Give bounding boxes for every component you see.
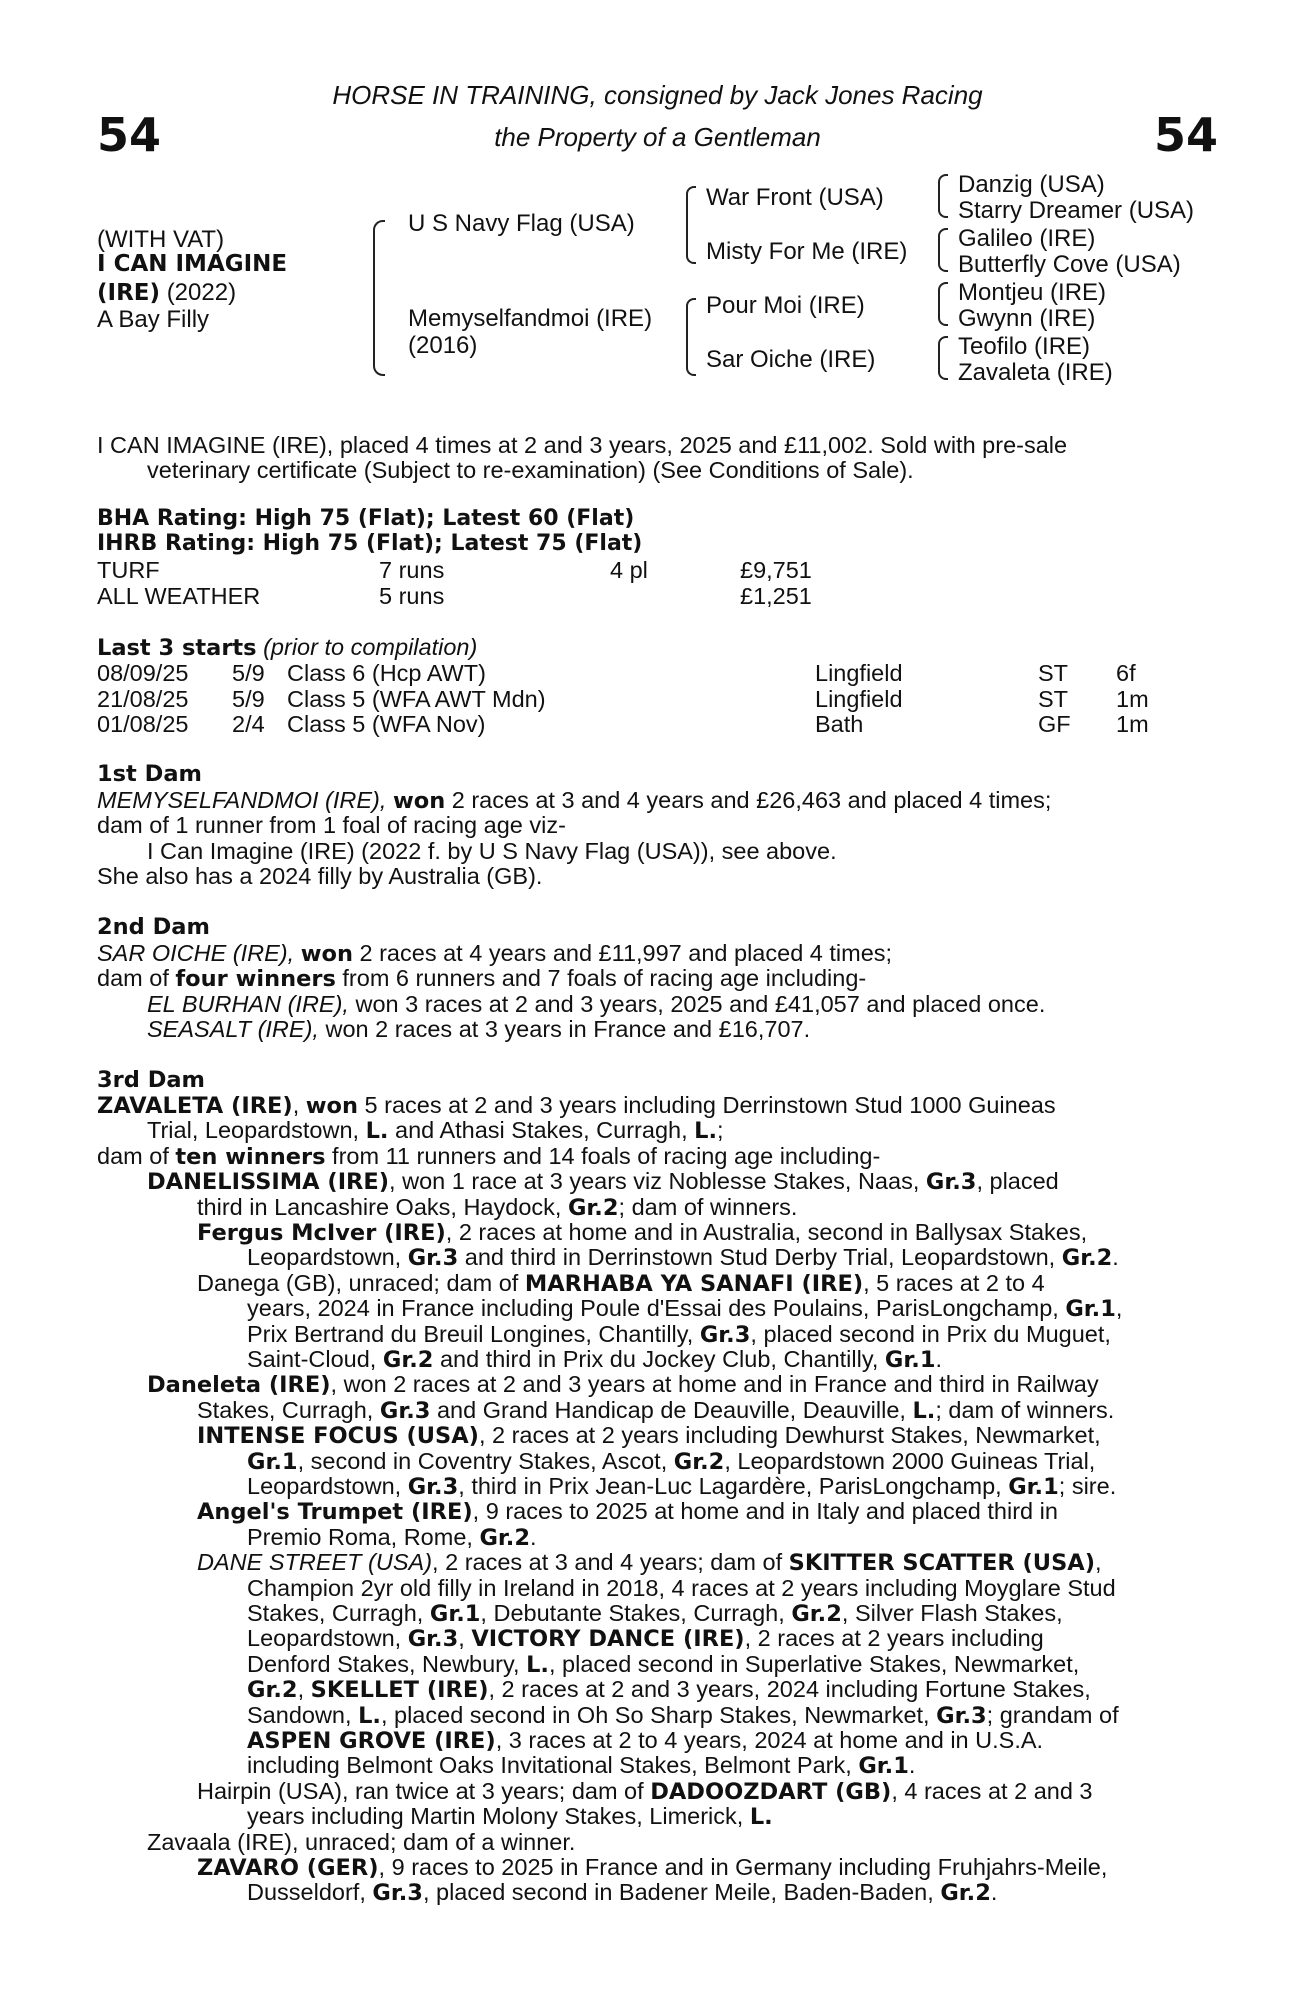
third-dam-line: Angel's Trumpet (IRE), 9 races to 2025 at home and in Italy and placed third in (197, 1498, 1058, 1526)
third-dam-line: Danega (GB), unraced; dam of MARHABA YA SANAFI (IRE), 5 races at 2 to 4 (197, 1269, 1045, 1297)
ancestor-4: Butterfly Cove (USA) (958, 251, 1181, 278)
third-dam-line: Sandown, L., placed second in Oh So Sharp Stakes, Newmarket, Gr.3; grandam of (247, 1701, 1119, 1729)
sire-dam: Misty For Me (IRE) (706, 238, 908, 265)
third-dam-line: Stakes, Curragh, Gr.3 and Grand Handicap de Deauville, Deauville, L.; dam of winners. (197, 1396, 1115, 1424)
last-starts-heading: Last 3 starts (prior to compilation) (97, 634, 478, 661)
dam: Memyselfandmoi (IRE) (408, 305, 653, 332)
third-dam-line: ZAVARO (GER), 9 races to 2025 in France and in Germany including Fruhjahrs-Meile, (197, 1854, 1108, 1881)
third-dam-line: DANE STREET (USA), 2 races at 3 and 4 years; dam of SKITTER SCATTER (USA), (197, 1549, 1102, 1577)
horse-description: A Bay Filly (97, 306, 210, 333)
first-dam-line-2: dam of 1 runner from 1 foal of racing age viz- (97, 812, 566, 838)
third-dam-line: Gr.2, SKELLET (IRE), 2 races at 2 and 3 years, 2024 including Fortune Stakes, (247, 1676, 1091, 1704)
third-dam-line: DANELISSIMA (IRE), won 1 race at 3 years viz Noblesse Stakes, Naas, Gr.3, placed (147, 1168, 1059, 1196)
dam-dam: Sar Oiche (IRE) (706, 346, 876, 373)
start-date: 21/08/25 (97, 685, 189, 712)
first-dam-line-4: She also has a 2024 filly by Australia (GB). (97, 863, 543, 889)
start-dist: 1m (1116, 685, 1149, 712)
start-race: Class 5 (WFA AWT Mdn) (287, 685, 546, 712)
third-dam-line: years, 2024 in France including Poule d'Essai des Poulains, ParisLongchamp, Gr.1, (247, 1295, 1123, 1323)
ancestor-7: Teofilo (IRE) (958, 333, 1091, 360)
third-dam-line: Saint-Cloud, Gr.2 and third in Prix du Jockey Club, Chantilly, Gr.1. (247, 1346, 943, 1373)
horse-name: I CAN IMAGINE (97, 251, 288, 277)
aw-label: ALL WEATHER (97, 583, 261, 609)
horse-country-year (97, 279, 236, 307)
ihrb-rating: IHRB Rating: High 75 (Flat); Latest 75 (Flat) (97, 531, 643, 556)
start-pos: 5/9 (232, 660, 265, 686)
third-dam-line: Premio Roma, Rome, Gr.2. (247, 1523, 537, 1551)
third-dam-line: Gr.1, second in Coventry Stakes, Ascot, Gr.2, Leopardstown 2000 Guineas Trial, (247, 1447, 1096, 1475)
intro-line-2: veterinary certificate (Subject to re-examination) (See Conditions of Sale). (147, 457, 914, 483)
dam-sire: Pour Moi (IRE) (706, 292, 865, 319)
first-dam-line-1: MEMYSELFANDMOI (IRE), won 2 races at 3 and 4 years and £26,463 and placed 4 times; (97, 787, 1052, 814)
lot-number-right: 54 (1153, 108, 1218, 162)
start-course: Bath (815, 711, 864, 737)
pedigree-brace-g4 (938, 336, 948, 380)
third-dam-line: Prix Bertrand du Breuil Longines, Chantilly, Gr.3, placed second in Prix du Muguet, (247, 1320, 1111, 1348)
ancestor-8: Zavaleta (IRE) (958, 359, 1113, 386)
ancestor-3: Galileo (IRE) (958, 225, 1096, 252)
third-dam-line: third in Lancashire Oaks, Haydock, Gr.2; dam of winners. (197, 1193, 798, 1221)
third-dam-line: Fergus McIver (IRE), 2 races at home and in Australia, second in Ballysax Stakes, (197, 1219, 1088, 1246)
consignor-header: HORSE IN TRAINING, consigned by Jack Jones Racing (332, 80, 983, 110)
third-dam-line: Daneleta (IRE), won 2 races at 2 and 3 years at home and in France and third in Railway (147, 1371, 1099, 1399)
pedigree-brace-main (373, 220, 385, 376)
first-dam-line-3: I Can Imagine (IRE) (2022 f. by U S Navy Flag (USA)), see above. (147, 838, 837, 864)
ancestor-1: Danzig (USA) (958, 171, 1105, 198)
turf-earnings: £9,751 (740, 557, 812, 583)
bha-rating: BHA Rating: High 75 (Flat); Latest 60 (Flat) (97, 506, 635, 531)
third-dam-line: Champion 2yr old filly in Ireland in 2018, 4 races at 2 years including Moyglare Stud (247, 1574, 1116, 1601)
lot-number-left: 54 (97, 108, 162, 162)
ancestor-5: Montjeu (IRE) (958, 279, 1107, 306)
third-dam-line: Dusseldorf, Gr.3, placed second in Badener Meile, Baden-Baden, Gr.2. (247, 1879, 998, 1907)
pedigree-brace-g1 (938, 174, 948, 218)
second-dam-line-1: SAR OICHE (IRE), won 2 races at 4 years and £11,997 and placed 4 times; (97, 940, 893, 967)
pedigree-brace-dam (686, 298, 696, 376)
third-dam-line: Trial, Leopardstown, L. and Athasi Stakes, Curragh, L.; (147, 1117, 724, 1145)
start-going: ST (1038, 660, 1069, 686)
third-dam-line: Hairpin (USA), ran twice at 3 years; dam of DADOOZDART (GB), 4 races at 2 and 3 (197, 1777, 1093, 1805)
third-dam-line: Leopardstown, Gr.3 and third in Derrinstown Stud Derby Trial, Leopardstown, Gr.2. (247, 1244, 1119, 1272)
turf-placed: 4 pl (610, 557, 648, 583)
start-going: GF (1038, 711, 1071, 737)
third-dam-line: dam of ten winners from 11 runners and 14 foals of racing age including- (97, 1142, 881, 1170)
pedigree-brace-sire (686, 186, 696, 264)
start-course: Lingfield (815, 660, 903, 686)
second-dam-line-2: dam of four winners from 6 runners and 7 foals of racing age including- (97, 965, 867, 992)
start-dist: 6f (1116, 660, 1136, 686)
start-date: 08/09/25 (97, 660, 189, 686)
aw-runs: 5 runs (379, 583, 445, 609)
first-dam-heading: 1st Dam (97, 761, 202, 787)
horse-year: (2022) (166, 279, 237, 306)
third-dam-line: Stakes, Curragh, Gr.1, Debutante Stakes, Curragh, Gr.2, Silver Flash Stakes, (247, 1600, 1063, 1627)
dam-year: (2016) (408, 332, 478, 359)
third-dam-line: INTENSE FOCUS (USA), 2 races at 2 years including Dewhurst Stakes, Newmarket, (197, 1422, 1101, 1450)
ancestor-2: Starry Dreamer (USA) (958, 197, 1195, 224)
aw-earnings: £1,251 (740, 583, 812, 609)
horse-country: (IRE) (97, 280, 161, 306)
start-race: Class 6 (Hcp AWT) (287, 660, 486, 686)
intro-line-1: I CAN IMAGINE (IRE), placed 4 times at 2 and 3 years, 2025 and £11,002. Sold with pre-sale (97, 432, 1068, 458)
third-dam-line: Zavaala (IRE), unraced; dam of a winner. (147, 1828, 576, 1855)
turf-runs: 7 runs (379, 557, 445, 583)
sire-sire: War Front (USA) (706, 184, 884, 211)
third-dam-line: years including Martin Molony Stakes, Limerick, L. (247, 1803, 773, 1831)
start-course: Lingfield (815, 685, 903, 712)
second-dam-line-4: SEASALT (IRE), won 2 races at 3 years in France and £16,707. (147, 1016, 811, 1042)
start-race: Class 5 (WFA Nov) (287, 711, 486, 737)
start-pos: 5/9 (232, 685, 265, 712)
start-pos: 2/4 (232, 711, 265, 737)
vat-note: (WITH VAT) (97, 226, 225, 253)
third-dam-line: including Belmont Oaks Invitational Stakes, Belmont Park, Gr.1. (247, 1752, 916, 1780)
ancestor-6: Gwynn (IRE) (958, 305, 1096, 332)
third-dam-line: Leopardstown, Gr.3, third in Prix Jean-Luc Lagardère, ParisLongchamp, Gr.1; sire. (247, 1473, 1117, 1500)
start-dist: 1m (1116, 711, 1149, 737)
property-header: the Property of a Gentleman (494, 122, 821, 152)
third-dam-line: ASPEN GROVE (IRE), 3 races at 2 to 4 years, 2024 at home and in U.S.A. (247, 1727, 1044, 1754)
start-date: 01/08/25 (97, 711, 189, 737)
third-dam-line: Denford Stakes, Newbury, L., placed second in Superlative Stakes, Newmarket, (247, 1650, 1080, 1678)
second-dam-line-3: EL BURHAN (IRE), won 3 races at 2 and 3 years, 2025 and £41,057 and placed once. (147, 991, 1046, 1017)
second-dam-heading: 2nd Dam (97, 914, 210, 940)
pedigree-brace-g2 (938, 228, 948, 272)
pedigree-brace-g3 (938, 282, 948, 326)
start-going: ST (1038, 685, 1069, 712)
turf-label: TURF (97, 557, 160, 583)
sire: U S Navy Flag (USA) (408, 210, 635, 237)
third-dam-heading: 3rd Dam (97, 1067, 205, 1093)
third-dam-line: ZAVALETA (IRE), won 5 races at 2 and 3 years including Derrinstown Stud 1000 Guineas (97, 1092, 1056, 1119)
third-dam-line: Leopardstown, Gr.3, VICTORY DANCE (IRE), 2 races at 2 years including (247, 1625, 1044, 1653)
